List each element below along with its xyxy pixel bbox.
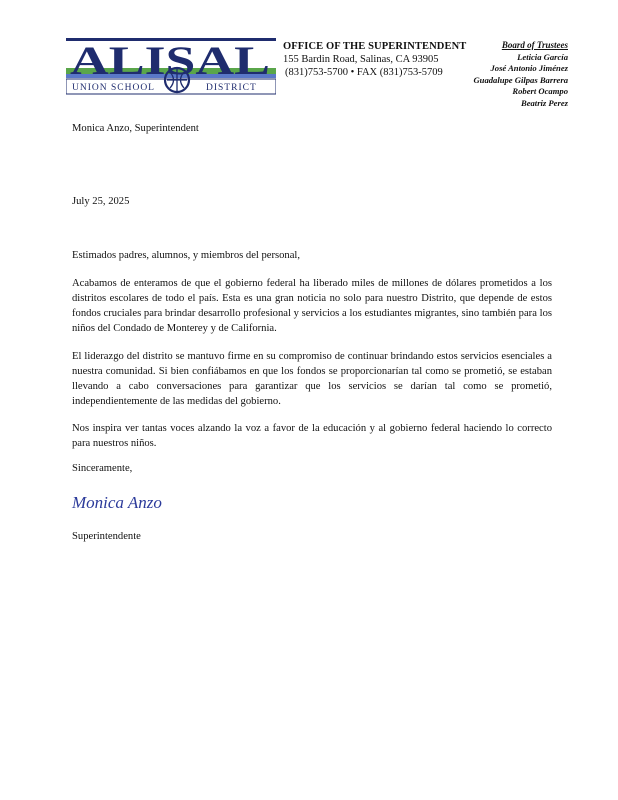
closing: Sinceramente,	[72, 463, 133, 474]
paragraph-text: Nos inspira ver tantas voces alzando la voz a favor de la educación y al gobierno federal haciendo lo correcto para nuestros niños.	[72, 423, 552, 449]
body-paragraph	[72, 276, 552, 336]
trustee-name: José Antonio Jiménez	[490, 63, 568, 74]
office-block	[283, 40, 466, 79]
district-logo	[66, 38, 276, 96]
paragraph-text: El liderazgo del distrito se mantuvo firme en su compromiso de continuar brindando estos servicios esenciales a nuestra comunidad. Si bien confiábamos en que los fondos se proporcionarían tal como se prometió, se estaban llevando a cabo conversaciones para garantizar que los servicios se darían tal como se prometió, independientemente de las medidas del gobierno.	[72, 351, 552, 407]
logo-subtitle-right: DISTRICT	[206, 83, 257, 93]
board-heading: Board of Trustees	[501, 40, 568, 50]
letter-date: July 25, 2025	[72, 196, 130, 207]
trustee-name: Robert Ocampo	[512, 86, 568, 97]
body-paragraph	[72, 349, 552, 409]
salutation: Estimados padres, alumnos, y miembros del personal,	[72, 250, 301, 261]
board-of-trustees	[473, 40, 568, 110]
office-phone-fax: (831)753-5700 • FAX (831)753-5709	[285, 67, 443, 78]
trustee-name: Leticia García	[517, 51, 568, 62]
signature	[70, 484, 180, 520]
paragraph-text: Acabamos de enteramos de que el gobierno federal ha liberado miles de millones de dólares prometidos a los distritos escolares de todo el país. Esta es una gran noticia no solo para nuestro Distrito, que depende de estos fondos cruciales para brindar desarrollo profesional y servicios a los estudiantes migrantes, sino también para los niños del Condado de Monterey y de California.	[72, 278, 552, 334]
signature-text: Monica Anzo	[72, 493, 162, 512]
signature-title: Superintendente	[72, 531, 141, 542]
logo-subtitle-left: UNION SCHOOL	[72, 83, 155, 93]
body-paragraph	[72, 421, 552, 451]
trustee-name: Beatriz Perez	[520, 97, 568, 108]
trustee-name: Guadalupe Gilpas Barrera	[473, 74, 568, 85]
office-address: 155 Bardin Road, Salinas, CA 93905	[283, 54, 439, 65]
logo-name: ALISAL	[70, 38, 270, 83]
office-title: OFFICE OF THE SUPERINTENDENT	[283, 41, 467, 52]
sender-line: Monica Anzo, Superintendent	[72, 123, 199, 134]
